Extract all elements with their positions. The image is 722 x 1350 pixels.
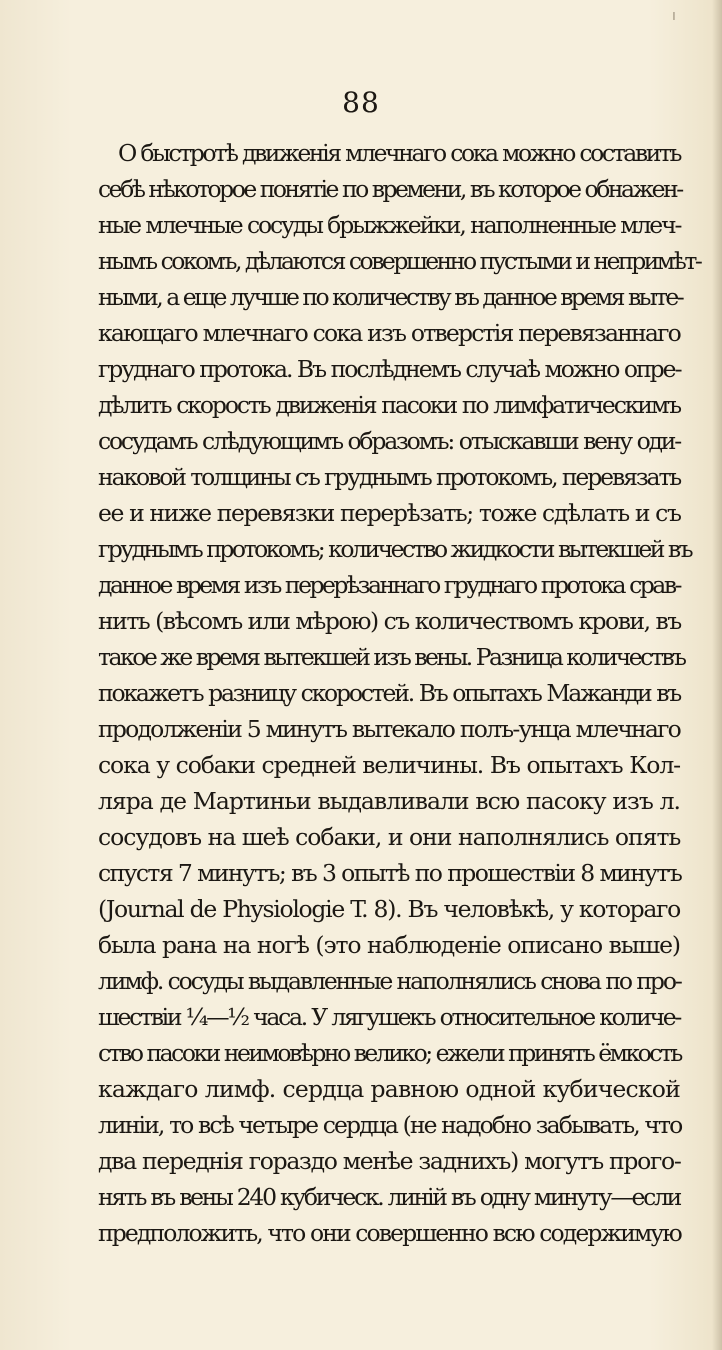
text-line: такое же время вытекшей изъ вены. Разница количествъ <box>98 643 685 671</box>
text-line: ее и ниже перевязки перерѣзать; тоже сдѣлать и съ <box>98 499 681 527</box>
text-line: дѣлить скорость движенія пасоки по лимфатическимъ <box>98 391 680 419</box>
text-line: кающаго млечнаго сока изъ отверстія перевязаннаго <box>98 319 680 347</box>
text-line: каждаго лимф. сердца равною одной кубической <box>98 1075 680 1103</box>
text-line: была рана на ногѣ (это наблюденіе описано выше) <box>98 931 680 959</box>
page-number: 88 <box>342 86 380 119</box>
text-line: сока у собаки средней величины. Въ опытахъ Кол- <box>98 751 680 779</box>
text-line: данное время изъ перерѣзаннаго груднаго протока срав- <box>98 571 680 599</box>
text-line: (Journal de Physiologie T. 8). Въ человѣкѣ, у котораго <box>98 895 680 923</box>
text-line: лимф. сосуды выдавленные наполнялись снова по про- <box>98 967 681 995</box>
text-line: предположить, что они совершенно всю содержимую <box>98 1219 681 1247</box>
text-line: нять въ вены 240 кубическ. линій въ одну минуту—если <box>98 1183 680 1211</box>
text-line: спустя 7 минутъ; въ 3 опытѣ по прошествіи 8 минутъ <box>98 859 682 887</box>
text-line: сосудовъ на шеѣ собаки, и они наполнялись опять <box>98 823 681 851</box>
text-line: ство пасоки неимовѣрно велико; ежели принять ёмкость <box>98 1039 681 1067</box>
text-line: нить (вѣсомъ или мѣрою) съ количествомъ крови, въ <box>98 607 681 635</box>
text-line: ными, а еще лучше по количеству въ данное время выте- <box>98 283 683 311</box>
text-line: себѣ нѣкоторое понятіе по времени, въ которое обнажен- <box>98 175 682 203</box>
page-speck: ı <box>672 8 676 24</box>
text-line: два переднія гораздо менѣе заднихъ) могутъ прого- <box>98 1147 681 1175</box>
text-line: сосудамъ слѣдующимъ образомъ: отыскавши вену оди- <box>98 427 680 455</box>
text-line: груднаго протока. Въ послѣднемъ случаѣ можно опре- <box>98 355 681 383</box>
text-line: ные млечные сосуды брыжжейки, наполненные млеч- <box>98 211 681 239</box>
text-line: линіи, то всѣ четыре сердца (не надобно забывать, что <box>98 1111 682 1139</box>
text-line: груднымъ протокомъ; количество жидкости вытекшей въ <box>98 535 692 563</box>
text-line: продолженіи 5 минутъ вытекало полъ-унца млечнаго <box>98 715 680 743</box>
text-line: О быстротѣ движенія млечнаго сока можно составить <box>118 139 680 167</box>
text-line: наковой толщины съ груднымъ протокомъ, перевязать <box>98 463 681 491</box>
page-edge-shadow <box>712 0 722 1350</box>
body-text <box>98 135 701 1251</box>
text-line: ляра де Мартиньи выдавливали всю пасоку изъ л. <box>98 787 680 815</box>
text-line: шествіи ¼—½ часа. У лягушекъ относительное количе- <box>98 1003 680 1031</box>
text-line: покажетъ разницу скоростей. Въ опытахъ Мажанди въ <box>98 679 680 707</box>
text-line: нымъ сокомъ, дѣлаются совершенно пустыми и непримѣт- <box>98 247 701 275</box>
